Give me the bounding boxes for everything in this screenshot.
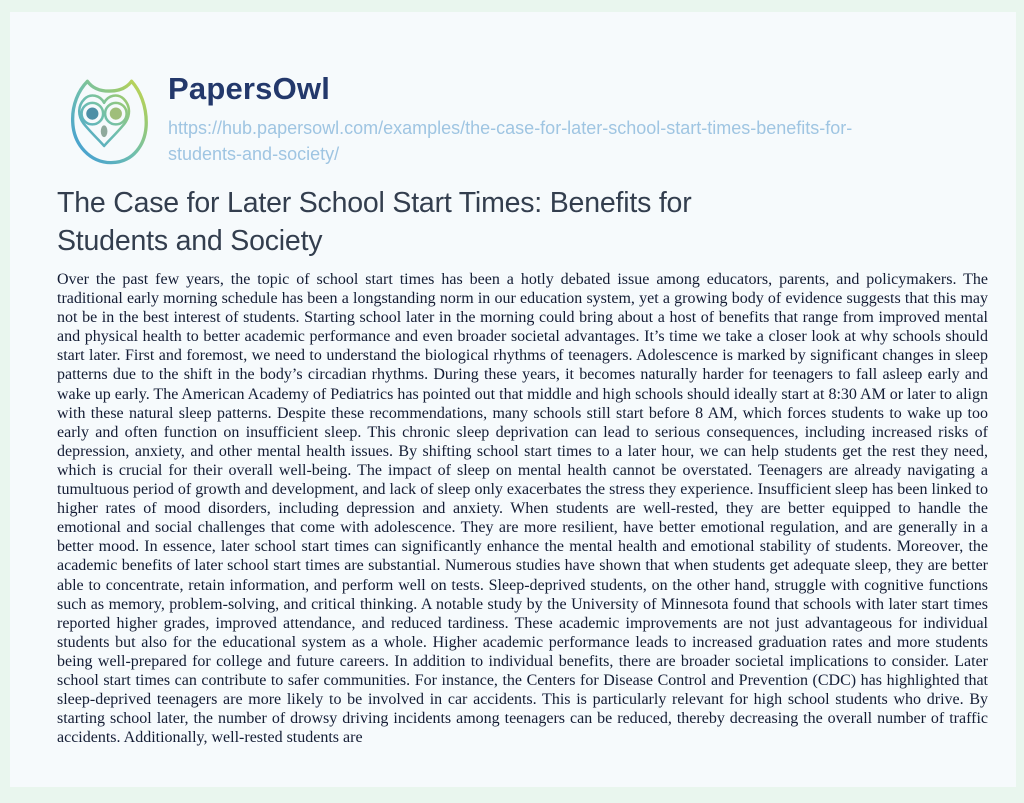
content-card	[10, 12, 1016, 787]
source-url-link[interactable]: https://hub.papersowl.com/examples/the-case-for-later-school-start-times-benefits-for-students-and-society/	[168, 118, 853, 164]
brand-block	[168, 68, 920, 167]
owl-logo-icon	[60, 68, 158, 172]
brand-name: PapersOwl	[168, 71, 331, 106]
page-header	[60, 68, 920, 172]
article-body: Over the past few years, the topic of school start times has been a hotly debated issue among educators, parents, and policymakers. The traditional early morning schedule has been a longstanding norm in our education system, yet a growing body of evidence suggests that this may not be in the best interest of students. Starting school later in the morning could bring about a host of benefits that range from improved mental and physical health to better academic performance and even broader societal advantages. It’s time we take a closer look at why schools should start later. First and foremost, we need to understand the biological rhythms of teenagers. Adolescence is marked by significant changes in sleep patterns due to the shift in the body’s circadian rhythms. During these years, it becomes naturally harder for teenagers to fall asleep early and wake up early. The American Academy of Pediatrics has pointed out that middle and high schools should ideally start at 8:30 AM or later to align with these natural sleep patterns. Despite these recommendations, many schools still start before 8 AM, which forces students to wake up too early and often function on insufficient sleep. This chronic sleep deprivation can lead to serious consequences, including increased risks of depression, anxiety, and other mental health issues. By shifting school start times to a later hour, we can help students get the rest they need, which is crucial for their overall well-being. The impact of sleep on mental health cannot be overstated. Teenagers are already navigating a tumultuous period of growth and development, and lack of sleep only exacerbates the stress they experience. Insufficient sleep has been linked to higher rates of mood disorders, including depression and anxiety. When students are well-rested, they are better equipped to handle the emotional and social challenges that come with adolescence. They are more resilient, have better emotional regulation, and are generally in a better mood. In essence, later school start times can significantly enhance the mental health and emotional stability of students. Moreover, the academic benefits of later school start times are substantial. Numerous studies have shown that when students get adequate sleep, they are better able to concentrate, retain information, and perform well on tests. Sleep-deprived students, on the other hand, struggle with cognitive functions such as memory, problem-solving, and critical thinking. A notable study by the University of Minnesota found that schools with later start times reported higher grades, improved attendance, and reduced tardiness. These academic improvements are not just advantageous for individual students but also for the educational system as a whole. Higher academic performance leads to increased graduation rates and more students being well-prepared for college and future careers. In addition to individual benefits, there are broader societal implications to consider. Later school start times can contribute to safer communities. For instance, the Centers for Disease Control and Prevention (CDC) has highlighted that sleep-deprived teenagers are more likely to be involved in car accidents. This is particularly relevant for high school students who drive. By starting school later, the number of drowsy driving incidents among teenagers can be reduced, thereby decreasing the overall number of traffic accidents. Additionally, well-rested students are	[57, 271, 988, 747]
article-title: The Case for Later School Start Times: Benefits for Students and Society	[57, 187, 692, 257]
